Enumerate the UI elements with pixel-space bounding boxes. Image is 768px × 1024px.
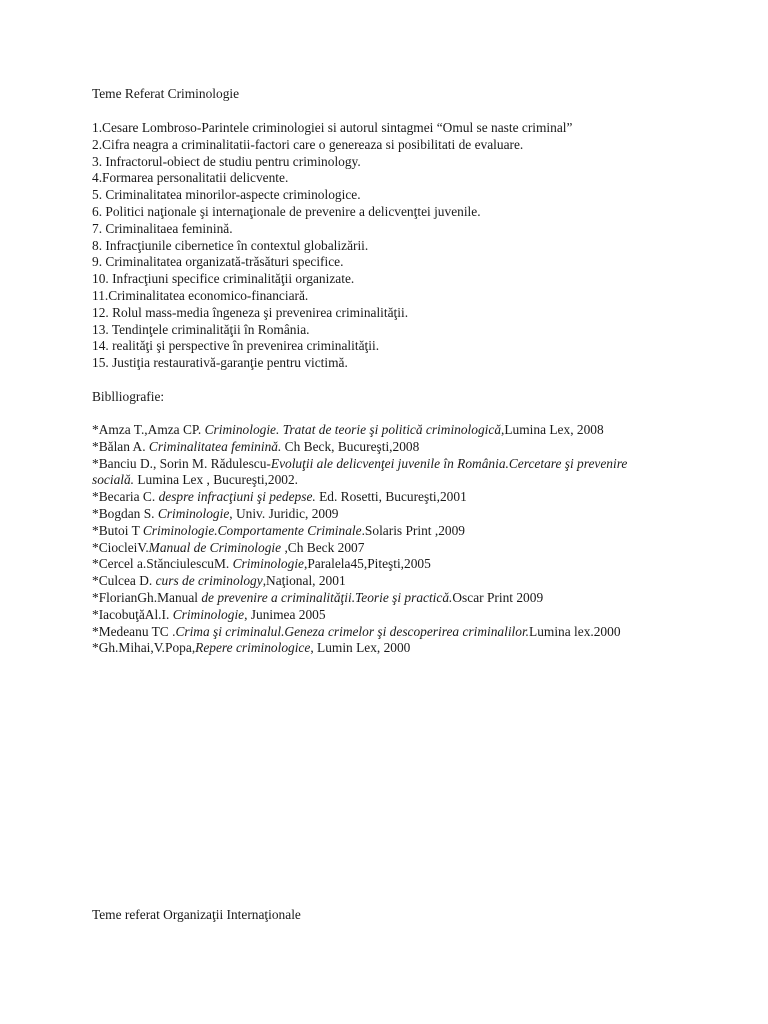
entry-title: Criminologie xyxy=(157,505,230,521)
entry-title: Criminologie xyxy=(232,556,304,572)
entry-title: curs de criminology xyxy=(155,573,263,589)
bibliography-heading: Biblliografie: xyxy=(92,389,165,404)
bibliography-entry xyxy=(92,640,672,657)
entry-title: Repere criminologice xyxy=(195,640,311,656)
topic-item: 6. Politici naţionale şi internaţionale de prevenire a delicvenţtei juvenile. xyxy=(92,203,481,219)
section-title-international-organizations xyxy=(92,907,672,924)
entry-author: *Gh.Mihai,V.Popa, xyxy=(92,640,196,656)
entry-author: *Bogdan S. xyxy=(92,505,158,521)
bibliography-entry xyxy=(92,556,672,573)
bibliography-entry xyxy=(92,624,672,641)
topic-item: 12. Rolul mass-media îngeneza şi prevenirea criminalităţii. xyxy=(92,304,409,320)
entry-author: *Butoi T xyxy=(92,522,143,538)
entry-publisher: Ch Beck, Bucureşti,2008 xyxy=(281,438,420,454)
topic-item: 14. realităţi şi perspective în prevenirea criminalităţii. xyxy=(92,338,380,354)
entry-publisher: Lumina lex.2000 xyxy=(529,623,621,639)
entry-publisher: , Univ. Juridic, 2009 xyxy=(229,505,339,521)
entry-publisher: ,Paralela45,Piteşti,2005 xyxy=(303,556,431,572)
entry-title: de prevenire a criminalităţii.Teorie şi practică. xyxy=(201,589,453,605)
page-title: Teme Referat Criminologie xyxy=(92,86,240,101)
bibliography-entry xyxy=(92,523,672,540)
topic-item: 11.Criminalitatea economico-financiară. xyxy=(92,287,309,303)
bibliography-entry xyxy=(92,439,672,456)
topic-item: 9. Criminalitatea organizată-trăsături specifice. xyxy=(92,254,344,270)
entry-publisher: ,Naţional, 2001 xyxy=(262,573,346,589)
entry-title: despre infracţiuni şi pedepse. xyxy=(158,489,316,505)
topic-item: 2.Cifra neagra a criminalitatii-factori care o genereaza si posibilitati de evaluare. xyxy=(92,136,524,152)
entry-publisher: ,Lumina Lex, 2008 xyxy=(501,422,604,437)
entry-title: Criminologie xyxy=(172,606,245,622)
entry-author: *Banciu D., Sorin M. Rădulescu- xyxy=(92,455,271,471)
entry-title: Criminologie. Tratat de teorie şi politică criminologică xyxy=(204,422,502,437)
entry-title: Evoluţii ale delicvenţei juvenile în România.Cercetare şi prevenire socială. xyxy=(92,455,628,488)
bibliography-entry xyxy=(92,590,672,607)
entry-author: *Amza T.,Amza CP. xyxy=(92,422,205,437)
entry-publisher: , Lumin Lex, 2000 xyxy=(310,640,411,656)
bibliography-entry xyxy=(92,489,672,506)
entry-publisher: , Junimea 2005 xyxy=(244,606,326,622)
entry-author: *Cercel a.StănciulescuM. xyxy=(92,556,233,572)
topic-item: 1.Cesare Lombroso-Parintele criminologiei si autorul sintagmei “Omul se naste criminal” xyxy=(92,120,573,135)
bibliography-entry xyxy=(92,506,672,523)
bibliography-heading-block xyxy=(92,389,672,406)
entry-author: *Becaria C. xyxy=(92,489,159,505)
entry-author: *CiocleiV. xyxy=(92,539,149,555)
topic-item: 7. Criminalitaea feminină. xyxy=(92,220,233,236)
entry-publisher: Lumina Lex , Bucureşti,2002. xyxy=(134,472,299,488)
topic-item: 5. Criminalitatea minorilor-aspecte criminologice. xyxy=(92,187,361,203)
entry-title: Criminologie.Comportamente Criminale xyxy=(142,522,362,538)
entry-title: Manual de Criminologie xyxy=(148,539,282,555)
entry-author: *Culcea D. xyxy=(92,573,156,589)
entry-title: Criminalitatea feminină. xyxy=(148,438,282,454)
entry-author: *IacobuţăAl.I. xyxy=(92,606,173,622)
entry-author: *Bălan A. xyxy=(92,438,149,454)
entry-publisher: Ed. Rosetti, Bucureşti,2001 xyxy=(315,489,467,505)
entry-publisher: Oscar Print 2009 xyxy=(452,589,544,605)
section-heading: Teme referat Organizaţii Internaţionale xyxy=(92,907,301,922)
entry-publisher: .Solaris Print ,2009 xyxy=(361,522,465,538)
entry-publisher: ,Ch Beck 2007 xyxy=(281,539,365,555)
topic-item: 4.Formarea personalitatii delicvente. xyxy=(92,170,289,186)
topic-item: 15. Justiţia restaurativă-garanţie pentru victimă. xyxy=(92,355,348,371)
entry-title: Crima şi criminalul.Geneza crimelor şi descoperirea criminalilor. xyxy=(175,623,530,639)
bibliography-list xyxy=(92,422,672,657)
topic-item: 13. Tendinţele criminalităţii în România. xyxy=(92,321,310,337)
topic-item: 10. Infracţiuni specifice criminalităţii organizate. xyxy=(92,271,355,287)
topic-item: 8. Infracţiunile cibernetice în contextul globalizării. xyxy=(92,237,369,253)
entry-author: *FlorianGh.Manual xyxy=(92,589,202,605)
bibliography-entry xyxy=(92,456,672,490)
bibliography-entry xyxy=(92,540,672,557)
entry-author: *Medeanu TC . xyxy=(92,623,176,639)
topic-item: 3. Infractorul-obiect de studiu pentru criminology. xyxy=(92,153,361,169)
section-title-criminology xyxy=(92,86,672,103)
topic-list xyxy=(92,120,672,372)
bibliography-entry xyxy=(92,422,672,439)
bibliography-entry xyxy=(92,607,672,624)
bibliography-entry xyxy=(92,573,672,590)
